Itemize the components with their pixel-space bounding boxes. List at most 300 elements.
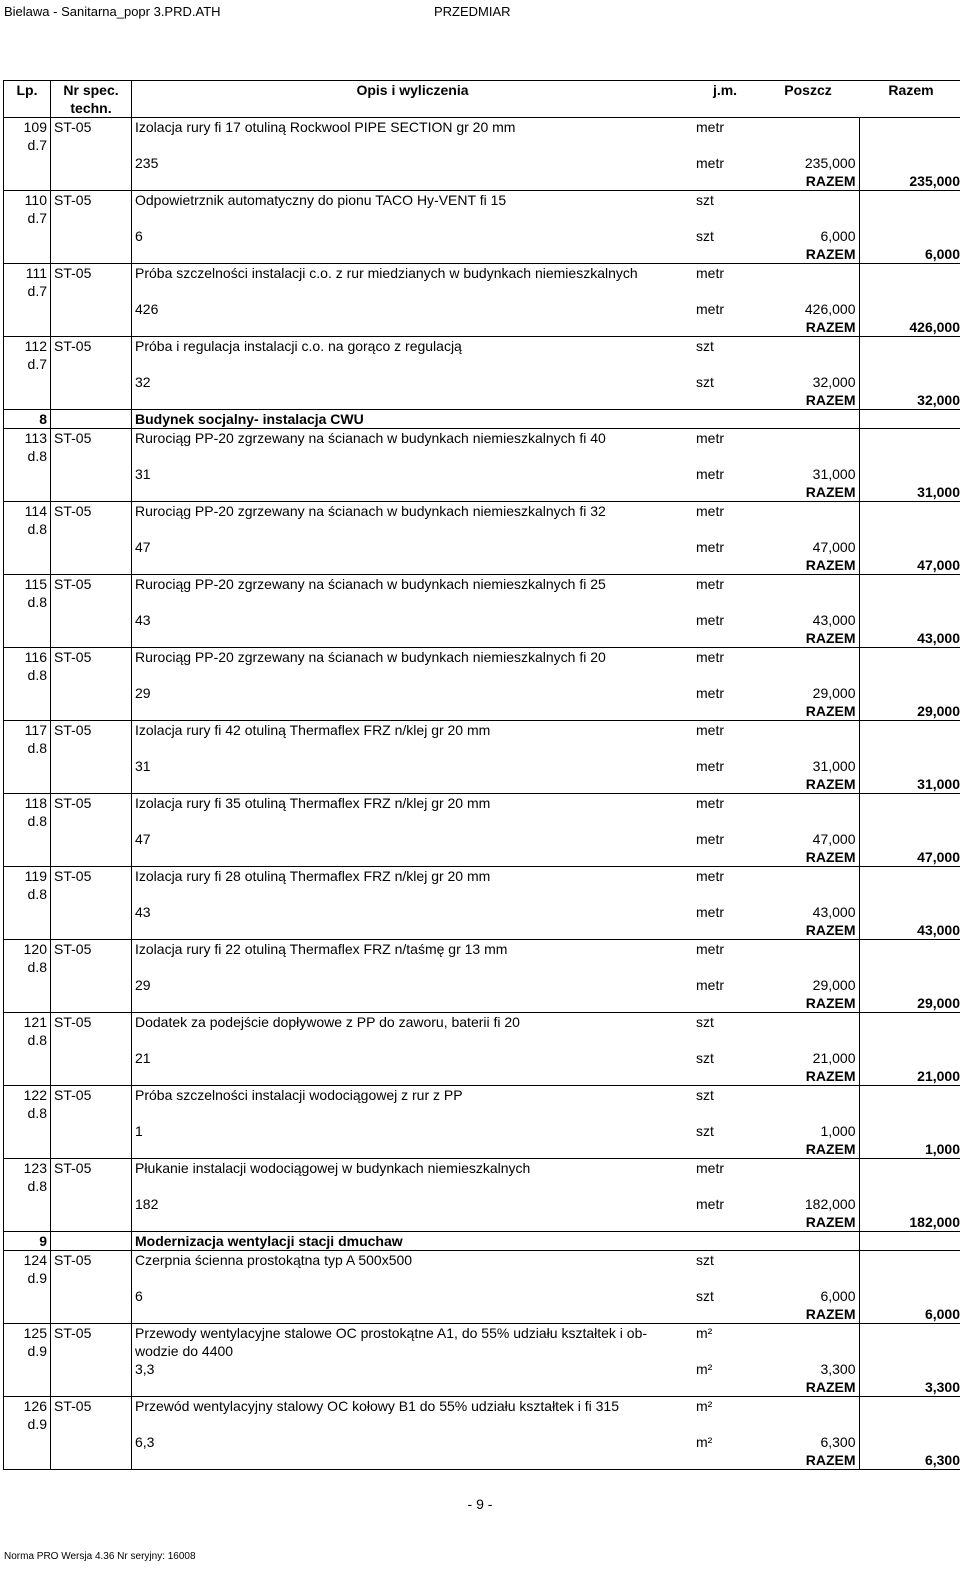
item-unit: metr: [693, 1159, 757, 1178]
calc-nr-empty: [51, 757, 132, 775]
table-row-calc: [4, 757, 960, 775]
item-poszcz-value: 43,000: [757, 611, 859, 629]
total-label: RAZEM: [757, 848, 859, 867]
item-sub-code: d.8: [4, 1031, 51, 1049]
calc-nr-empty: [51, 1433, 132, 1451]
total-lp-empty: [4, 921, 51, 940]
item-calc-value: 6,3: [135, 1434, 155, 1450]
item-poszcz-empty: [757, 575, 859, 594]
item-calc-unit: szt: [696, 1288, 714, 1304]
item-poszcz-value: 29,000: [757, 976, 859, 994]
total-nr-empty: [51, 994, 132, 1013]
item-nr-empty: [51, 812, 132, 830]
item-poszcz-empty: [757, 1104, 859, 1122]
calc-razem-empty: [859, 976, 960, 994]
item-razem-empty: [859, 648, 960, 667]
item-razem-empty: [859, 1177, 960, 1195]
item-poszcz-empty: [757, 940, 859, 959]
item-poszcz-empty: [757, 812, 859, 830]
calc-razem-empty: [859, 684, 960, 702]
estimate-table: [3, 80, 960, 1470]
item-lp: 126: [4, 1397, 51, 1416]
calc-nr-empty: [51, 1122, 132, 1140]
calc-nr-empty: [51, 373, 132, 391]
item-unit: m²: [693, 1324, 757, 1343]
calc-lp-empty: [4, 373, 51, 391]
calc-nr-empty: [51, 684, 132, 702]
item-spec-nr: ST-05: [51, 1159, 132, 1178]
item-razem-empty: [859, 1086, 960, 1105]
item-calc-unit: szt: [696, 228, 714, 244]
table-row-sub: [4, 1177, 960, 1195]
page-number: - 9 -: [467, 1496, 493, 1512]
table-row-total: [4, 391, 960, 410]
col-opis-header: Opis i wyliczenia: [132, 81, 694, 118]
item-unit: metr: [693, 118, 757, 137]
table-row-total: [4, 848, 960, 867]
item-spec-nr: ST-05: [51, 502, 132, 521]
item-poszcz-empty: [757, 1177, 859, 1195]
item-unit: metr: [693, 794, 757, 813]
item-calc-value: 426: [135, 301, 159, 317]
item-gap: [132, 1031, 694, 1049]
table-row: [4, 1251, 960, 1270]
calc-razem-empty: [859, 1195, 960, 1213]
item-nr-empty: [51, 1104, 132, 1122]
item-nr-empty: [51, 885, 132, 903]
item-lp: 109: [4, 118, 51, 137]
item-unit: metr: [693, 721, 757, 740]
calc-razem-empty: [859, 1360, 960, 1378]
item-description: Rurociąg PP-20 zgrzewany na ścianach w budynkach niemieszkalnych fi 40: [132, 429, 694, 448]
item-calc-value: 47: [135, 539, 151, 555]
table-row-calc: [4, 830, 960, 848]
item-poszcz-value: 6,300: [757, 1433, 859, 1451]
item-lp: 117: [4, 721, 51, 740]
table-row-sub: [4, 282, 960, 300]
item-poszcz-empty: [757, 447, 859, 465]
total-label: RAZEM: [757, 921, 859, 940]
total-opis-empty: [132, 1213, 694, 1232]
total-opis-empty: [132, 994, 694, 1013]
estimate-body: [4, 118, 960, 1470]
calc-lp-empty: [4, 976, 51, 994]
calc-razem-empty: [859, 1287, 960, 1305]
item-lp: 115: [4, 575, 51, 594]
item-unit-empty: [693, 209, 757, 227]
item-poszcz-empty: [757, 502, 859, 521]
total-opis-empty: [132, 848, 694, 867]
table-row-total: [4, 1140, 960, 1159]
item-calc-unit: szt: [696, 1050, 714, 1066]
total-opis-empty: [132, 318, 694, 337]
item-unit-empty: [693, 1104, 757, 1122]
item-razem-empty: [859, 502, 960, 521]
item-poszcz-empty: [757, 264, 859, 283]
item-poszcz-empty: [757, 593, 859, 611]
item-calc-value: 1: [135, 1123, 143, 1139]
item-lp: 122: [4, 1086, 51, 1105]
calc-razem-empty: [859, 611, 960, 629]
table-row-total: [4, 1451, 960, 1470]
total-nr-empty: [51, 629, 132, 648]
total-lp-empty: [4, 1213, 51, 1232]
item-poszcz-value: 3,300: [757, 1360, 859, 1378]
total-value: 6,300: [859, 1451, 960, 1470]
calc-lp-empty: [4, 300, 51, 318]
item-razem-empty: [859, 1415, 960, 1433]
item-poszcz-empty: [757, 429, 859, 448]
item-unit-empty: [693, 1269, 757, 1287]
item-spec-nr: ST-05: [51, 867, 132, 886]
total-opis-empty: [132, 775, 694, 794]
item-calc-unit: metr: [696, 831, 724, 847]
total-value: 43,000: [859, 921, 960, 940]
item-description: Próba i regulacja instalacji c.o. na gorąco z regulacją: [132, 337, 694, 356]
item-poszcz-empty: [757, 794, 859, 813]
item-calc-unit: metr: [696, 977, 724, 993]
item-poszcz-empty: [757, 1324, 859, 1343]
calc-lp-empty: [4, 1287, 51, 1305]
item-razem-empty: [859, 191, 960, 210]
item-spec-nr: ST-05: [51, 1324, 132, 1343]
item-sub-code: d.8: [4, 1104, 51, 1122]
total-nr-empty: [51, 702, 132, 721]
item-nr-empty: [51, 282, 132, 300]
calc-nr-empty: [51, 1287, 132, 1305]
item-razem-empty: [859, 1031, 960, 1049]
total-value: 426,000: [859, 318, 960, 337]
total-label: RAZEM: [757, 318, 859, 337]
total-jm-empty: [693, 245, 757, 264]
item-sub-code: d.8: [4, 885, 51, 903]
item-calc-value: 31: [135, 466, 151, 482]
item-spec-nr: ST-05: [51, 337, 132, 356]
total-label: RAZEM: [757, 629, 859, 648]
total-label: RAZEM: [757, 1067, 859, 1086]
table-row-total: [4, 921, 960, 940]
table-row-calc: [4, 1360, 960, 1378]
calc-lp-empty: [4, 684, 51, 702]
item-razem-empty: [859, 355, 960, 373]
item-description: Przewody wentylacyjne stalowe OC prostokątne A1, do 55% udziału kształtek i ob-: [132, 1324, 694, 1343]
section-row: [4, 410, 960, 429]
total-lp-empty: [4, 1451, 51, 1470]
total-value: 21,000: [859, 1067, 960, 1086]
total-nr-empty: [51, 391, 132, 410]
item-lp: 114: [4, 502, 51, 521]
item-poszcz-empty: [757, 666, 859, 684]
item-nr-empty: [51, 447, 132, 465]
table-row: [4, 337, 960, 356]
item-description: Izolacja rury fi 28 otuliną Thermaflex FRZ n/klej gr 20 mm: [132, 867, 694, 886]
item-description-cont: wodzie do 4400: [135, 1343, 234, 1359]
table-row: [4, 648, 960, 667]
section-nr-empty: [51, 1232, 132, 1251]
table-row-total: [4, 1305, 960, 1324]
item-nr-empty: [51, 136, 132, 154]
total-opis-empty: [132, 1140, 694, 1159]
total-opis-empty: [132, 483, 694, 502]
item-gap: [132, 666, 694, 684]
item-nr-empty: [51, 1342, 132, 1360]
table-row: [4, 264, 960, 283]
total-value: 43,000: [859, 629, 960, 648]
calc-nr-empty: [51, 830, 132, 848]
total-label: RAZEM: [757, 775, 859, 794]
total-jm-empty: [693, 994, 757, 1013]
item-description: Próba szczelności instalacji c.o. z rur miedzianych w budynkach niemieszkalnych: [132, 264, 694, 283]
item-unit-empty: [693, 958, 757, 976]
calc-nr-empty: [51, 300, 132, 318]
calc-lp-empty: [4, 227, 51, 245]
item-unit-empty: [693, 666, 757, 684]
item-sub-code: d.8: [4, 958, 51, 976]
item-poszcz-empty: [757, 648, 859, 667]
total-label: RAZEM: [757, 556, 859, 575]
item-spec-nr: ST-05: [51, 1251, 132, 1270]
total-jm-empty: [693, 483, 757, 502]
item-spec-nr: ST-05: [51, 575, 132, 594]
item-poszcz-empty: [757, 885, 859, 903]
section-title: Budynek socjalny- instalacja CWU: [132, 410, 694, 429]
item-razem-empty: [859, 1269, 960, 1287]
item-sub-code: d.8: [4, 666, 51, 684]
item-description: Rurociąg PP-20 zgrzewany na ścianach w budynkach niemieszkalnych fi 32: [132, 502, 694, 521]
item-gap: [132, 136, 694, 154]
total-nr-empty: [51, 1305, 132, 1324]
item-poszcz-empty: [757, 1013, 859, 1032]
table-row-total: [4, 318, 960, 337]
calc-razem-empty: [859, 227, 960, 245]
item-spec-nr: ST-05: [51, 118, 132, 137]
total-jm-empty: [693, 1305, 757, 1324]
item-gap: [132, 1269, 694, 1287]
item-calc-value: 32: [135, 374, 151, 390]
total-opis-empty: [132, 556, 694, 575]
total-opis-empty: [132, 172, 694, 191]
table-row-total: [4, 483, 960, 502]
table-row: [4, 794, 960, 813]
item-calc-value: 31: [135, 758, 151, 774]
total-label: RAZEM: [757, 483, 859, 502]
software-footer: Norma PRO Wersja 4.36 Nr seryjny: 16008: [4, 1551, 196, 1562]
total-jm-empty: [693, 391, 757, 410]
item-calc-unit: metr: [696, 301, 724, 317]
item-sub-code: d.7: [4, 282, 51, 300]
calc-razem-empty: [859, 300, 960, 318]
col-razem-header: Razem: [859, 81, 960, 118]
table-row-calc: [4, 903, 960, 921]
item-lp: 110: [4, 191, 51, 210]
item-spec-nr: ST-05: [51, 1397, 132, 1416]
total-value: 1,000: [859, 1140, 960, 1159]
calc-razem-empty: [859, 757, 960, 775]
section-jm-empty: [693, 1232, 757, 1251]
item-unit-empty: [693, 812, 757, 830]
item-unit: metr: [693, 575, 757, 594]
item-spec-nr: ST-05: [51, 648, 132, 667]
item-razem-empty: [859, 118, 960, 137]
item-unit: szt: [693, 1086, 757, 1105]
total-lp-empty: [4, 1305, 51, 1324]
calc-lp-empty: [4, 830, 51, 848]
total-value: 32,000: [859, 391, 960, 410]
item-calc-value: 21: [135, 1050, 151, 1066]
item-razem-empty: [859, 1251, 960, 1270]
item-razem-empty: [859, 794, 960, 813]
item-nr-empty: [51, 1031, 132, 1049]
calc-razem-empty: [859, 1049, 960, 1067]
item-poszcz-value: 31,000: [757, 465, 859, 483]
item-calc-value: 43: [135, 904, 151, 920]
total-opis-empty: [132, 391, 694, 410]
item-spec-nr: ST-05: [51, 1013, 132, 1032]
calc-lp-empty: [4, 611, 51, 629]
item-razem-empty: [859, 447, 960, 465]
item-sub-code: d.9: [4, 1269, 51, 1287]
table-row: [4, 1159, 960, 1178]
item-unit-empty: [693, 447, 757, 465]
item-unit-empty: [693, 593, 757, 611]
item-poszcz-value: 47,000: [757, 538, 859, 556]
item-lp: 119: [4, 867, 51, 886]
item-unit: szt: [693, 191, 757, 210]
section-number: 9: [4, 1232, 51, 1251]
item-razem-empty: [859, 264, 960, 283]
table-row-sub: [4, 593, 960, 611]
item-razem-empty: [859, 666, 960, 684]
total-jm-empty: [693, 1067, 757, 1086]
item-unit: szt: [693, 1251, 757, 1270]
item-sub-code: d.9: [4, 1415, 51, 1433]
calc-razem-empty: [859, 154, 960, 172]
total-nr-empty: [51, 483, 132, 502]
item-gap: [132, 520, 694, 538]
total-jm-empty: [693, 1451, 757, 1470]
item-gap: [132, 593, 694, 611]
item-gap: [132, 1177, 694, 1195]
table-row: [4, 502, 960, 521]
calc-lp-empty: [4, 903, 51, 921]
item-description: Izolacja rury fi 22 otuliną Thermaflex FRZ n/taśmę gr 13 mm: [132, 940, 694, 959]
calc-nr-empty: [51, 227, 132, 245]
total-jm-empty: [693, 775, 757, 794]
item-unit-empty: [693, 520, 757, 538]
item-calc-unit: metr: [696, 1196, 724, 1212]
table-row-total: [4, 994, 960, 1013]
item-poszcz-empty: [757, 1342, 859, 1360]
item-calc-unit: metr: [696, 612, 724, 628]
table-row-calc: [4, 538, 960, 556]
item-poszcz-empty: [757, 118, 859, 137]
item-description: Czerpnia ścienna prostokątna typ A 500x500: [132, 1251, 694, 1270]
total-value: 182,000: [859, 1213, 960, 1232]
section-poszcz-empty: [757, 410, 859, 429]
item-poszcz-value: 21,000: [757, 1049, 859, 1067]
item-unit-empty: [693, 282, 757, 300]
calc-razem-empty: [859, 1433, 960, 1451]
item-poszcz-value: 1,000: [757, 1122, 859, 1140]
total-opis-empty: [132, 245, 694, 264]
item-razem-empty: [859, 940, 960, 959]
table-row-total: [4, 775, 960, 794]
item-gap: [132, 739, 694, 757]
item-calc-unit: szt: [696, 374, 714, 390]
item-unit: m²: [693, 1397, 757, 1416]
total-value: 29,000: [859, 994, 960, 1013]
item-unit-empty: [693, 1415, 757, 1433]
item-calc-value: 3,3: [135, 1361, 155, 1377]
table-row: [4, 575, 960, 594]
total-value: 29,000: [859, 702, 960, 721]
item-razem-empty: [859, 429, 960, 448]
table-row-calc: [4, 465, 960, 483]
col-poszcz-header: Poszcz: [757, 81, 859, 118]
table-row-total: [4, 629, 960, 648]
total-value: 3,300: [859, 1378, 960, 1397]
total-lp-empty: [4, 994, 51, 1013]
item-gap: [132, 1104, 694, 1122]
item-unit-empty: [693, 739, 757, 757]
table-row-calc: [4, 684, 960, 702]
item-unit: metr: [693, 429, 757, 448]
table-header-row: [4, 81, 960, 118]
item-nr-empty: [51, 1269, 132, 1287]
item-description: Rurociąg PP-20 zgrzewany na ścianach w budynkach niemieszkalnych fi 20: [132, 648, 694, 667]
item-unit-empty: [693, 355, 757, 373]
table-row-sub: [4, 1104, 960, 1122]
item-sub-code: d.8: [4, 593, 51, 611]
document-filename: Bielawa - Sanitarna_popr 3.PRD.ATH: [4, 4, 221, 19]
item-sub-code: d.9: [4, 1342, 51, 1360]
item-razem-empty: [859, 885, 960, 903]
document-type-title: PRZEDMIAR: [434, 4, 511, 19]
item-razem-empty: [859, 1342, 960, 1360]
calc-nr-empty: [51, 1195, 132, 1213]
total-value: 6,000: [859, 245, 960, 264]
item-unit-empty: [693, 885, 757, 903]
table-row-sub: [4, 1342, 960, 1360]
total-jm-empty: [693, 1140, 757, 1159]
section-razem-empty: [859, 1232, 960, 1251]
total-value: 235,000: [859, 172, 960, 191]
calc-nr-empty: [51, 611, 132, 629]
item-sub-code: d.8: [4, 520, 51, 538]
total-lp-empty: [4, 629, 51, 648]
calc-nr-empty: [51, 903, 132, 921]
total-lp-empty: [4, 1378, 51, 1397]
item-razem-empty: [859, 1397, 960, 1416]
total-nr-empty: [51, 318, 132, 337]
table-row-sub: [4, 885, 960, 903]
calc-razem-empty: [859, 538, 960, 556]
item-description: Rurociąg PP-20 zgrzewany na ścianach w budynkach niemieszkalnych fi 25: [132, 575, 694, 594]
item-razem-empty: [859, 136, 960, 154]
item-spec-nr: ST-05: [51, 940, 132, 959]
calc-razem-empty: [859, 465, 960, 483]
calc-razem-empty: [859, 830, 960, 848]
item-razem-empty: [859, 337, 960, 356]
col-lp-header: Lp.: [4, 81, 51, 118]
item-poszcz-empty: [757, 520, 859, 538]
total-value: 31,000: [859, 483, 960, 502]
item-calc-value: 43: [135, 612, 151, 628]
calc-lp-empty: [4, 465, 51, 483]
item-sub-code: d.7: [4, 209, 51, 227]
total-nr-empty: [51, 921, 132, 940]
item-poszcz-value: 6,000: [757, 1287, 859, 1305]
